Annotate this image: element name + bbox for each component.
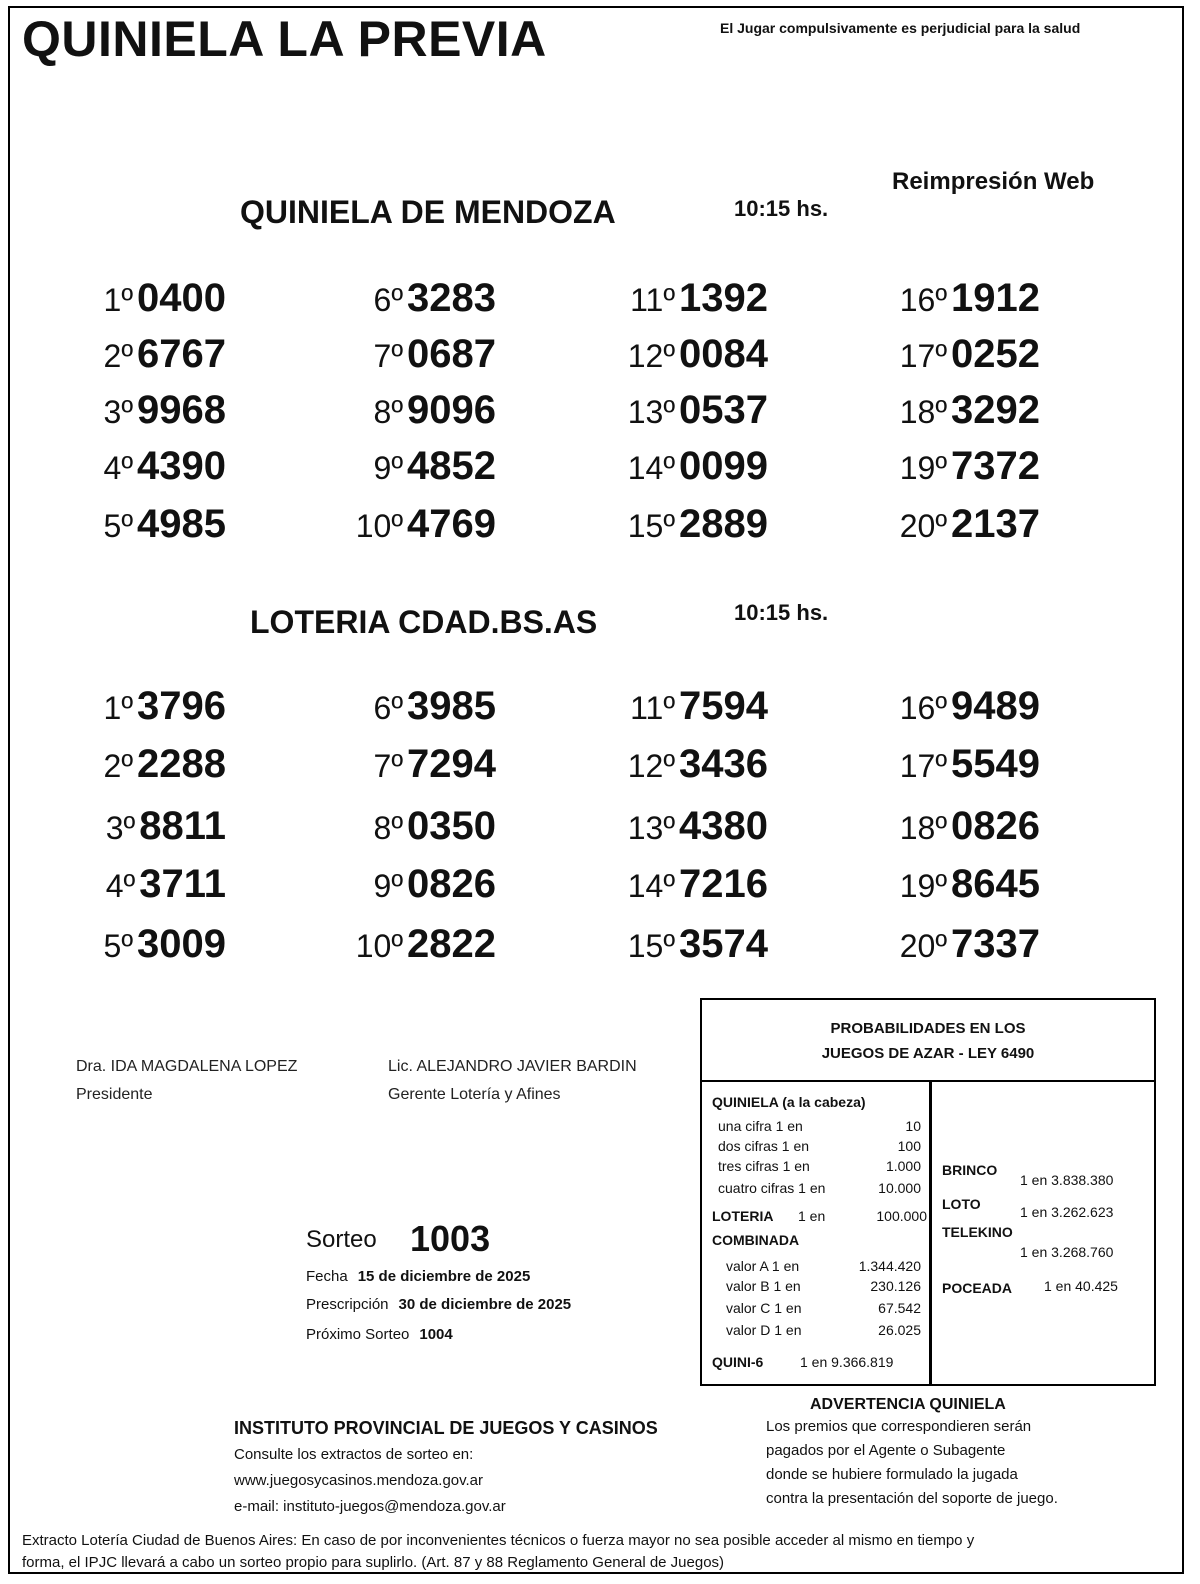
result-number: 3574 — [679, 922, 768, 966]
result-position: 19º — [899, 450, 948, 486]
result-cell — [880, 502, 1040, 547]
result-position: 2º — [103, 338, 134, 374]
result-number: 4380 — [679, 804, 768, 848]
result-position: 14º — [627, 450, 676, 486]
result-cell — [336, 684, 496, 729]
signature-role-2: Gerente Lotería y Afines — [388, 1086, 561, 1103]
result-cell — [608, 684, 768, 729]
section-time-bsas: 10:15 hs. — [734, 600, 829, 625]
probabilities-title: PROBABILIDADES EN LOS JUEGOS DE AZAR - LEY 6490 — [702, 1000, 1154, 1082]
result-position: 20º — [899, 508, 948, 544]
telekino-prob-value: 1 en 3.268.760 — [1020, 1244, 1114, 1260]
result-number: 0537 — [679, 388, 768, 432]
result-cell — [608, 388, 768, 433]
result-number: 9968 — [137, 388, 226, 432]
result-number: 4390 — [137, 444, 226, 488]
result-position: 10º — [355, 508, 404, 544]
result-number: 4852 — [407, 444, 496, 488]
result-position: 1º — [103, 282, 134, 318]
next-draw: Próximo Sorteo 1004 — [306, 1326, 453, 1343]
combinada-prob-value-c: 67.542 — [878, 1300, 921, 1316]
result-number: 2137 — [951, 502, 1040, 546]
reprint-label: Reimpresión Web — [892, 168, 1095, 195]
brinco-prob-label: BRINCO — [942, 1162, 998, 1178]
poceada-prob-value: 1 en 40.425 — [1044, 1278, 1118, 1294]
result-position: 4º — [103, 450, 134, 486]
result-number: 3009 — [137, 922, 226, 966]
combinada-prob-label-b: valor B 1 en — [726, 1278, 801, 1294]
loto-prob-value: 1 en 3.262.623 — [1020, 1204, 1114, 1220]
result-cell — [66, 742, 226, 787]
combinada-prob-label-d: valor D 1 en — [726, 1322, 802, 1338]
result-cell — [880, 922, 1040, 967]
result-position: 6º — [373, 690, 404, 726]
signature-name-1: Dra. IDA MAGDALENA LOPEZ — [76, 1058, 298, 1075]
result-position: 11º — [630, 282, 676, 318]
quiniela-prob-value-3: 1.000 — [885, 1158, 921, 1174]
result-position: 6º — [373, 282, 404, 318]
result-number: 3292 — [951, 388, 1040, 432]
result-position: 5º — [103, 928, 134, 964]
result-position: 19º — [899, 868, 948, 904]
institute-email: e-mail: instituto-juegos@mendoza.gov.ar — [234, 1498, 506, 1515]
advertencia-title: ADVERTENCIA QUINIELA — [810, 1396, 1006, 1413]
result-cell — [880, 862, 1040, 907]
footer-line-1: Extracto Lotería Ciudad de Buenos Aires: En caso de por inconvenientes técnicos o fuerza mayor no sea posible acceder al mismo en tiempo y — [22, 1532, 975, 1549]
result-cell — [880, 276, 1040, 321]
combinada-prob-label-c: valor C 1 en — [726, 1300, 802, 1316]
result-number: 0687 — [407, 332, 496, 376]
combinada-prob-value-b: 230.126 — [870, 1278, 921, 1294]
result-cell — [66, 922, 226, 967]
result-cell — [336, 276, 496, 321]
brinco-prob-value: 1 en 3.838.380 — [1020, 1172, 1114, 1188]
result-cell — [336, 332, 496, 377]
result-position: 2º — [103, 748, 134, 784]
result-position: 18º — [899, 394, 948, 430]
result-cell — [336, 862, 496, 907]
result-cell — [336, 388, 496, 433]
result-number: 2889 — [679, 502, 768, 546]
result-cell — [880, 388, 1040, 433]
section-title-bsas: LOTERIA CDAD.BS.AS — [250, 604, 598, 640]
advertencia-line: contra la presentación del soporte de juego. — [766, 1490, 1058, 1507]
signature-name-2: Lic. ALEJANDRO JAVIER BARDIN — [388, 1058, 637, 1075]
result-position: 15º — [627, 928, 676, 964]
result-cell — [66, 332, 226, 377]
result-cell — [608, 862, 768, 907]
loteria-prob-value: 100.000 — [876, 1208, 927, 1224]
quiniela-prob-label-3: tres cifras 1 en — [718, 1158, 810, 1174]
result-cell — [608, 276, 768, 321]
result-number: 7294 — [407, 742, 496, 786]
institute-website: www.juegosycasinos.mendoza.gov.ar — [234, 1472, 484, 1489]
advertencia-line: pagados por el Agente o Subagente — [766, 1442, 1006, 1459]
result-position: 8º — [373, 810, 404, 846]
result-cell — [336, 502, 496, 547]
result-number: 3796 — [137, 684, 226, 728]
result-number: 3985 — [407, 684, 496, 728]
result-number: 4769 — [407, 502, 496, 546]
result-number: 1912 — [951, 276, 1040, 320]
result-cell — [880, 742, 1040, 787]
results-grid-bsas — [66, 684, 1126, 974]
result-position: 10º — [355, 928, 404, 964]
footer-line-2: forma, el IPJC llevará a cabo un sorteo propio para suplirlo. (Art. 87 y 88 Reglamento General de Juegos) — [22, 1554, 725, 1571]
result-position: 5º — [103, 508, 134, 544]
result-number: 7372 — [951, 444, 1040, 488]
draw-date: Fecha 15 de diciembre de 2025 — [306, 1268, 531, 1285]
result-position: 3º — [103, 394, 134, 430]
quiniela-prob-title: QUINIELA (a la cabeza) — [712, 1094, 866, 1110]
probabilities-left-column — [702, 1082, 932, 1384]
result-cell — [608, 804, 768, 849]
result-cell — [880, 332, 1040, 377]
result-position: 16º — [899, 282, 948, 318]
result-number: 2822 — [407, 922, 496, 966]
result-position: 15º — [627, 508, 676, 544]
result-cell — [66, 684, 226, 729]
result-cell — [608, 444, 768, 489]
signature-role-1: Presidente — [76, 1086, 153, 1103]
result-cell — [608, 922, 768, 967]
results-grid-mendoza — [66, 276, 1126, 546]
result-number: 1392 — [679, 276, 768, 320]
quiniela-prob-value-2: 100 — [897, 1138, 921, 1154]
loteria-prob-en: 1 en — [798, 1208, 826, 1224]
result-position: 7º — [373, 338, 404, 374]
result-position: 18º — [899, 810, 948, 846]
result-number: 5549 — [951, 742, 1040, 786]
result-position: 1º — [103, 690, 134, 726]
institute-title: INSTITUTO PROVINCIAL DE JUEGOS Y CASINOS — [234, 1418, 658, 1438]
result-number: 3283 — [407, 276, 496, 320]
result-number: 8811 — [139, 804, 226, 848]
result-cell — [608, 502, 768, 547]
loto-prob-label: LOTO — [942, 1196, 981, 1212]
result-position: 12º — [627, 338, 676, 374]
result-position: 14º — [627, 868, 676, 904]
result-position: 7º — [373, 748, 404, 784]
result-number: 2288 — [137, 742, 226, 786]
result-cell — [608, 332, 768, 377]
quiniela-prob-label-1: una cifra 1 en — [718, 1118, 803, 1134]
quiniela-prob-label-4: cuatro cifras 1 en — [718, 1180, 826, 1196]
result-position: 3º — [105, 810, 136, 846]
result-number: 7594 — [679, 684, 768, 728]
result-number: 7216 — [679, 862, 768, 906]
result-position: 11º — [630, 690, 676, 726]
result-position: 9º — [373, 868, 404, 904]
result-position: 17º — [899, 338, 948, 374]
result-number: 3436 — [679, 742, 768, 786]
result-cell — [336, 444, 496, 489]
result-number: 7337 — [951, 922, 1040, 966]
result-number: 0826 — [407, 862, 496, 906]
advertencia-line: donde se hubiere formulado la jugada — [766, 1466, 1018, 1483]
result-number: 8645 — [951, 862, 1040, 906]
result-cell — [336, 742, 496, 787]
result-position: 4º — [105, 868, 136, 904]
institute-consult-line: Consulte los extractos de sorteo en: — [234, 1446, 474, 1463]
result-position: 17º — [899, 748, 948, 784]
result-cell — [66, 804, 226, 849]
result-position: 12º — [627, 748, 676, 784]
section-title-mendoza: QUINIELA DE MENDOZA — [240, 194, 616, 230]
combinada-prob-value-a: 1.344.420 — [858, 1258, 921, 1274]
combinada-prob-value-d: 26.025 — [878, 1322, 921, 1338]
result-number: 0826 — [951, 804, 1040, 848]
combinada-prob-label-a: valor A 1 en — [726, 1258, 800, 1274]
result-position: 13º — [627, 810, 676, 846]
quiniela-prob-value-1: 10 — [905, 1118, 921, 1134]
draw-label: Sorteo — [306, 1226, 377, 1253]
quiniela-prob-label-2: dos cifras 1 en — [718, 1138, 810, 1154]
result-cell — [880, 804, 1040, 849]
result-cell — [336, 804, 496, 849]
result-cell — [66, 388, 226, 433]
page-title: QUINIELA LA PREVIA — [22, 11, 547, 67]
result-cell — [880, 444, 1040, 489]
result-number: 4985 — [137, 502, 226, 546]
section-time-mendoza: 10:15 hs. — [734, 196, 829, 221]
result-cell — [608, 742, 768, 787]
result-position: 20º — [899, 928, 948, 964]
quini6-prob-label: QUINI-6 — [712, 1354, 764, 1370]
advertencia-line: Los premios que correspondieren serán — [766, 1418, 1032, 1435]
result-position: 13º — [627, 394, 676, 430]
result-number: 6767 — [137, 332, 226, 376]
result-cell — [66, 444, 226, 489]
result-position: 9º — [373, 450, 404, 486]
result-cell — [66, 502, 226, 547]
probabilities-box — [700, 998, 1156, 1386]
result-cell — [336, 922, 496, 967]
result-cell — [880, 684, 1040, 729]
draw-number: 1003 — [410, 1218, 491, 1259]
result-cell — [66, 276, 226, 321]
result-number: 0400 — [137, 276, 226, 320]
result-number: 0084 — [679, 332, 768, 376]
result-number: 0252 — [951, 332, 1040, 376]
result-number: 9489 — [951, 684, 1040, 728]
quini6-prob-value: 1 en 9.366.819 — [800, 1354, 894, 1370]
result-number: 0350 — [407, 804, 496, 848]
health-warning: El Jugar compulsivamente es perjudicial para la salud — [720, 20, 1081, 36]
result-number: 3711 — [139, 862, 226, 906]
result-position: 8º — [373, 394, 404, 430]
result-number: 9096 — [407, 388, 496, 432]
poceada-prob-label: POCEADA — [942, 1280, 1013, 1296]
result-position: 16º — [899, 690, 948, 726]
result-cell — [66, 862, 226, 907]
combinada-prob-title: COMBINADA — [712, 1232, 800, 1248]
telekino-prob-label: TELEKINO — [942, 1224, 1013, 1240]
probabilities-right-column — [932, 1082, 1154, 1384]
result-number: 0099 — [679, 444, 768, 488]
loteria-prob-label: LOTERIA — [712, 1208, 774, 1224]
quiniela-prob-value-4: 10.000 — [878, 1180, 921, 1196]
draw-prescription: Prescripción 30 de diciembre de 2025 — [306, 1296, 572, 1313]
